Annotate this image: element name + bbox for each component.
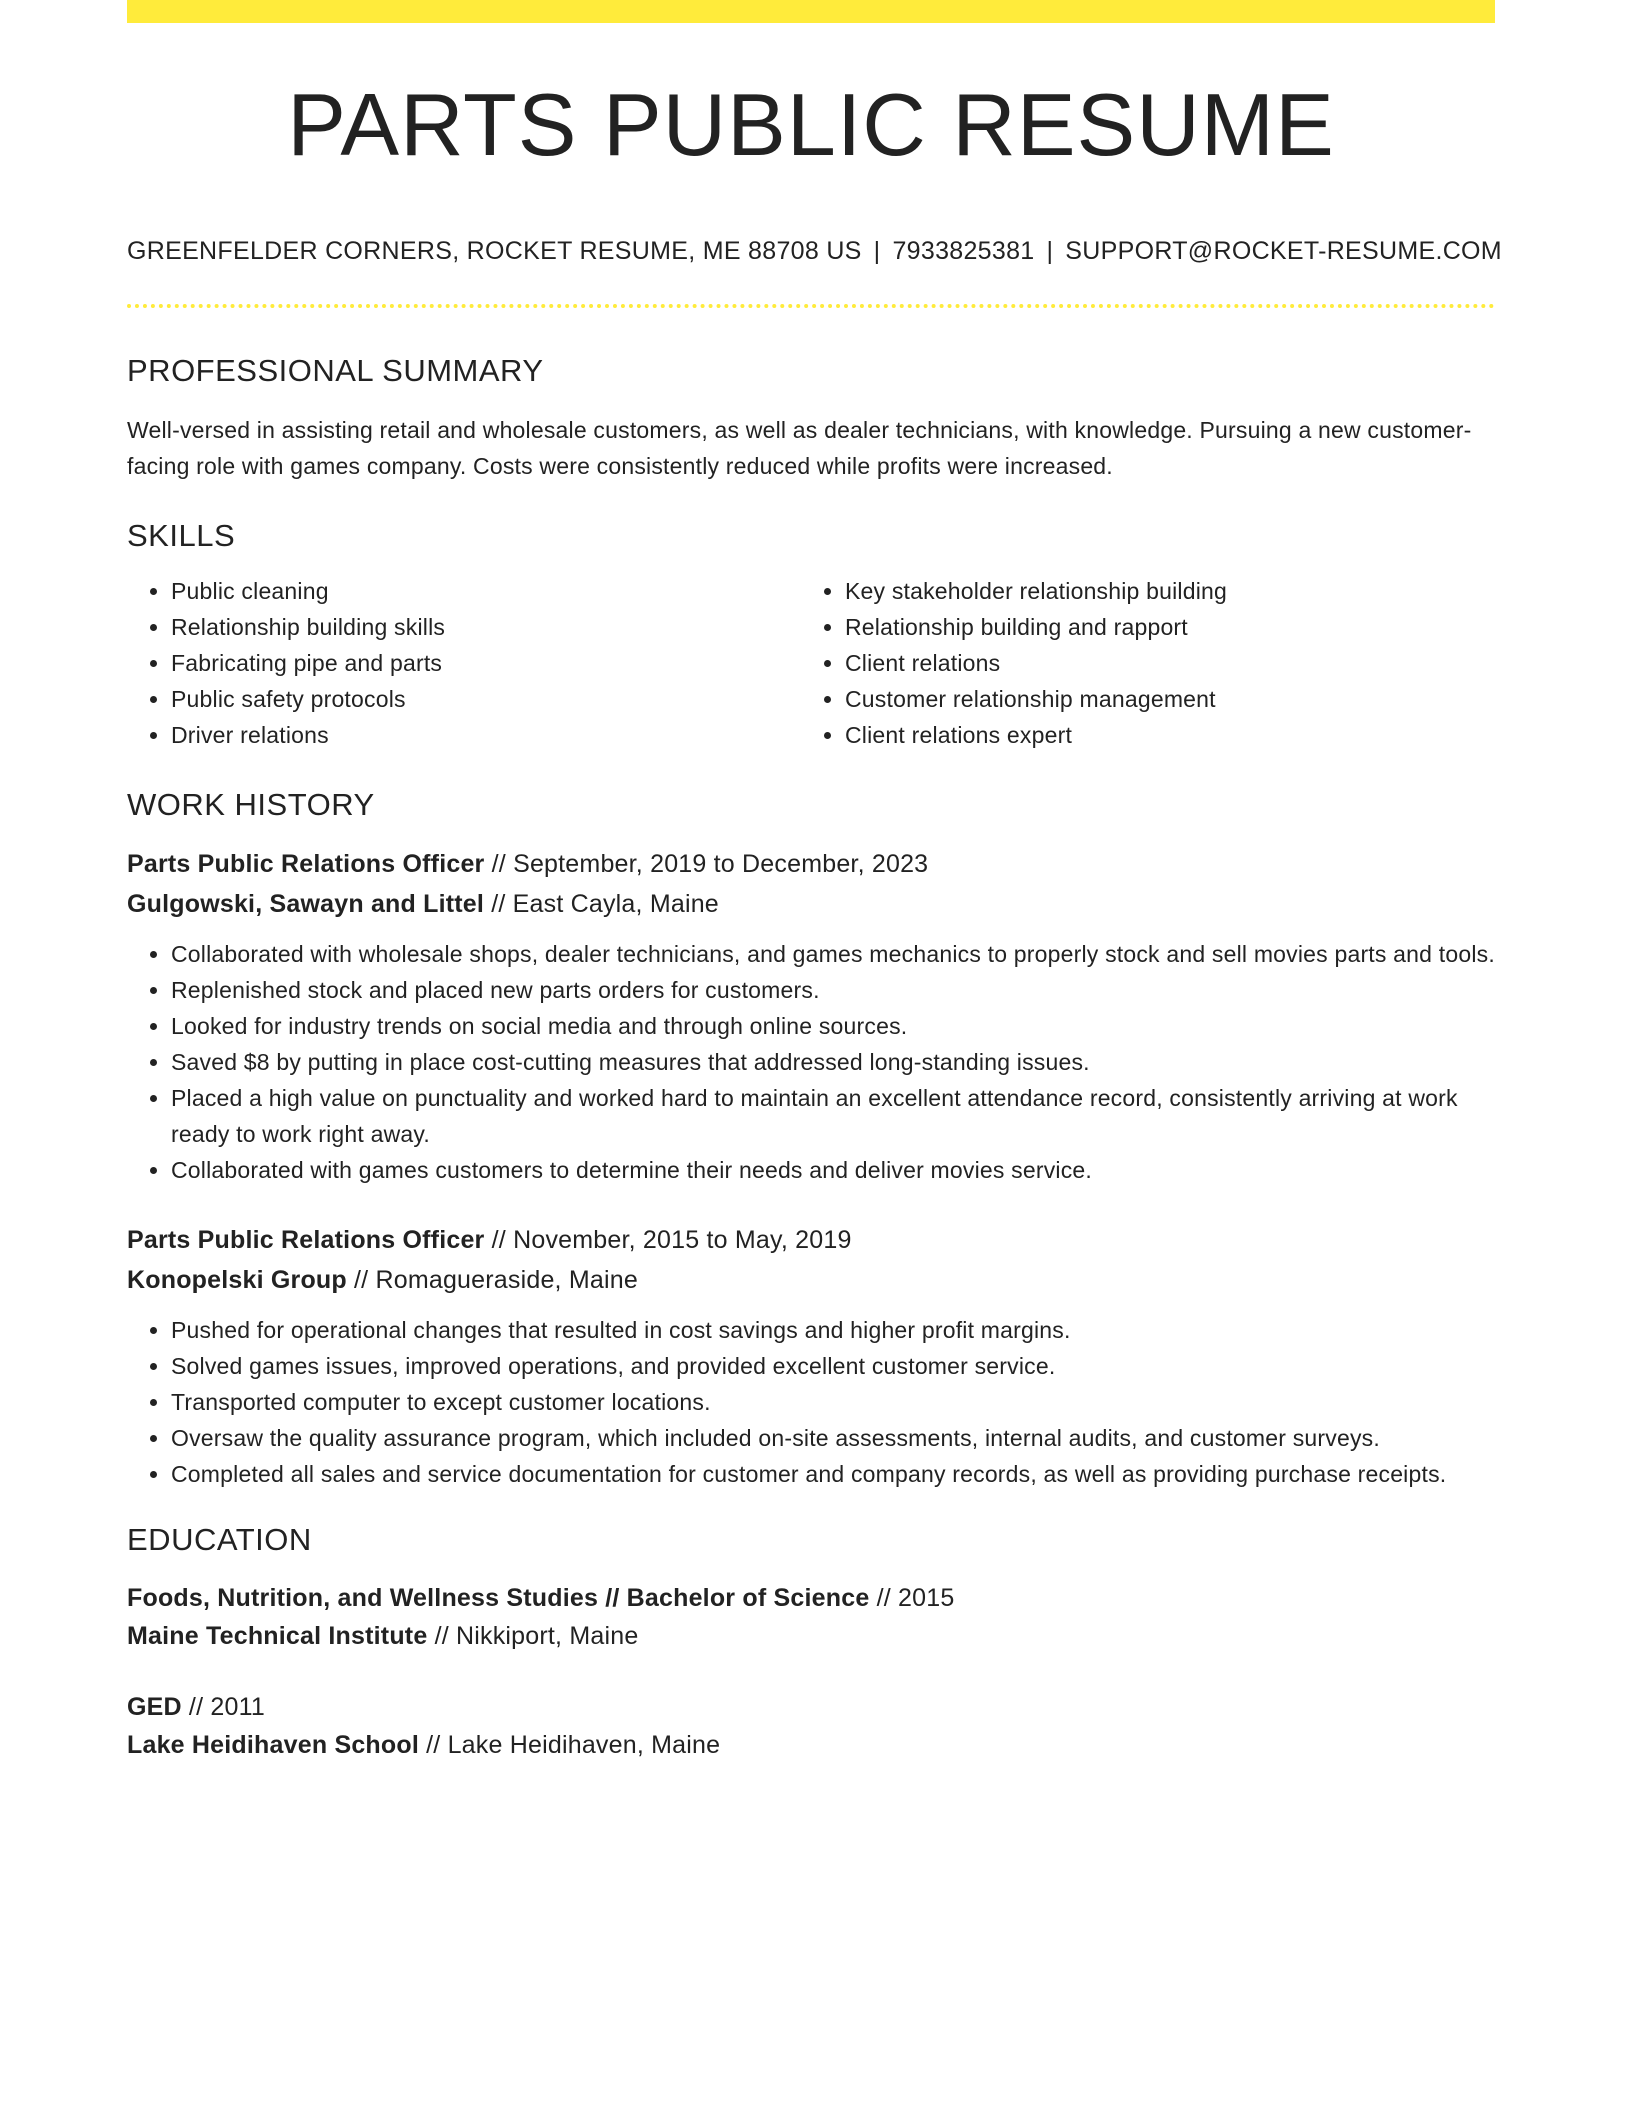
education-location: // Nikkiport, Maine [427,1622,639,1650]
skill-item: • Public safety protocols [171,681,801,717]
job-company: Konopelski Group [127,1266,347,1294]
job-title-line [127,844,1495,884]
job-bullet: • Pushed for operational changes that resulted in cost savings and higher profit margins. [171,1312,1495,1348]
resume-page [127,0,1502,1764]
education-degree-line [127,1579,1495,1617]
education-entry [127,1579,1495,1655]
skill-item: • Relationship building and rapport [845,609,1475,645]
job-bullets [127,936,1495,1188]
job-bullet: • Placed a high value on punctuality and worked hard to maintain an excellent attendance record, consistently arriving at work ready to work right away. [171,1080,1495,1152]
education-degree: GED [127,1693,182,1721]
skill-item: • Fabricating pipe and parts [171,645,801,681]
job-bullet: • Transported computer to except customer locations. [171,1384,1495,1420]
skills-column-right [801,573,1475,753]
job-entry [127,1220,1495,1492]
job-bullet: • Oversaw the quality assurance program, which included on-site assessments, internal audits, and customer surveys. [171,1420,1495,1456]
job-role: Parts Public Relations Officer [127,1226,485,1254]
job-bullets [127,1312,1495,1492]
summary-text: Well-versed in assisting retail and wholesale customers, as well as dealer technicians, with knowledge. Pursuing a new customer-facing role with games company. Costs were consistently reduced while profits were increased. [127,417,1472,479]
education-location: // Lake Heidihaven, Maine [419,1731,721,1759]
job-location: // East Cayla, Maine [484,890,719,918]
job-location: // Romagueraside, Maine [346,1266,638,1294]
job-bullet: • Saved $8 by putting in place cost-cutting measures that addressed long-standing issues. [171,1044,1495,1080]
education-school-line [127,1726,1495,1764]
job-bullet: • Replenished stock and placed new parts orders for customers. [171,972,1495,1008]
work-history-heading: WORK HISTORY [127,787,375,822]
job-title-line [127,1220,1495,1260]
job-company: Gulgowski, Sawayn and Littel [127,890,485,918]
education-degree: Foods, Nutrition, and Wellness Studies // Bachelor of Science [127,1584,870,1612]
skill-item: • Driver relations [171,717,801,753]
contact-separator: | [873,237,881,265]
skill-item: • Key stakeholder relationship building [845,573,1475,609]
contact-address: GREENFELDER CORNERS, ROCKET RESUME, ME 88708 US [127,237,862,265]
job-dates: // November, 2015 to May, 2019 [484,1226,852,1254]
education-year: // 2011 [181,1693,265,1721]
skills-heading: SKILLS [127,518,236,553]
resume-name: PARTS PUBLIC RESUME [287,75,1335,174]
education-heading: EDUCATION [127,1522,312,1557]
contact-separator: | [1046,237,1054,265]
education-school: Lake Heidihaven School [127,1731,419,1759]
skill-item: • Public cleaning [171,573,801,609]
job-company-line [127,884,1495,924]
job-bullet: • Solved games issues, improved operations, and provided excellent customer service. [171,1348,1495,1384]
education-school: Maine Technical Institute [127,1622,428,1650]
education-degree-line [127,1688,1495,1726]
skills-grid [127,573,1495,753]
job-bullet: • Collaborated with wholesale shops, dealer technicians, and games mechanics to properly stock and sell movies parts and tools. [171,936,1495,972]
job-dates: // September, 2019 to December, 2023 [484,850,929,878]
education-year: // 2015 [869,1584,955,1612]
accent-bar [127,0,1495,23]
education-entry [127,1688,1495,1764]
job-role: Parts Public Relations Officer [127,850,485,878]
skill-item: • Client relations expert [845,717,1475,753]
education-school-line [127,1617,1495,1655]
skill-item: • Relationship building skills [171,609,801,645]
skill-item: • Customer relationship management [845,681,1475,717]
summary-heading: PROFESSIONAL SUMMARY [127,353,544,388]
contact-email: SUPPORT@ROCKET-RESUME.COM [1065,237,1502,265]
skills-column-left [127,573,801,753]
job-company-line [127,1260,1495,1300]
job-bullet: • Completed all sales and service documentation for customer and company records, as well as providing purchase receipts. [171,1456,1495,1492]
dotted-divider [127,304,1495,308]
job-entry [127,844,1495,1188]
skill-item: • Client relations [845,645,1475,681]
contact-line [127,237,1502,265]
job-bullet: • Looked for industry trends on social media and through online sources. [171,1008,1495,1044]
contact-phone: 7933825381 [892,237,1035,265]
job-bullet: • Collaborated with games customers to determine their needs and deliver movies service. [171,1152,1495,1188]
